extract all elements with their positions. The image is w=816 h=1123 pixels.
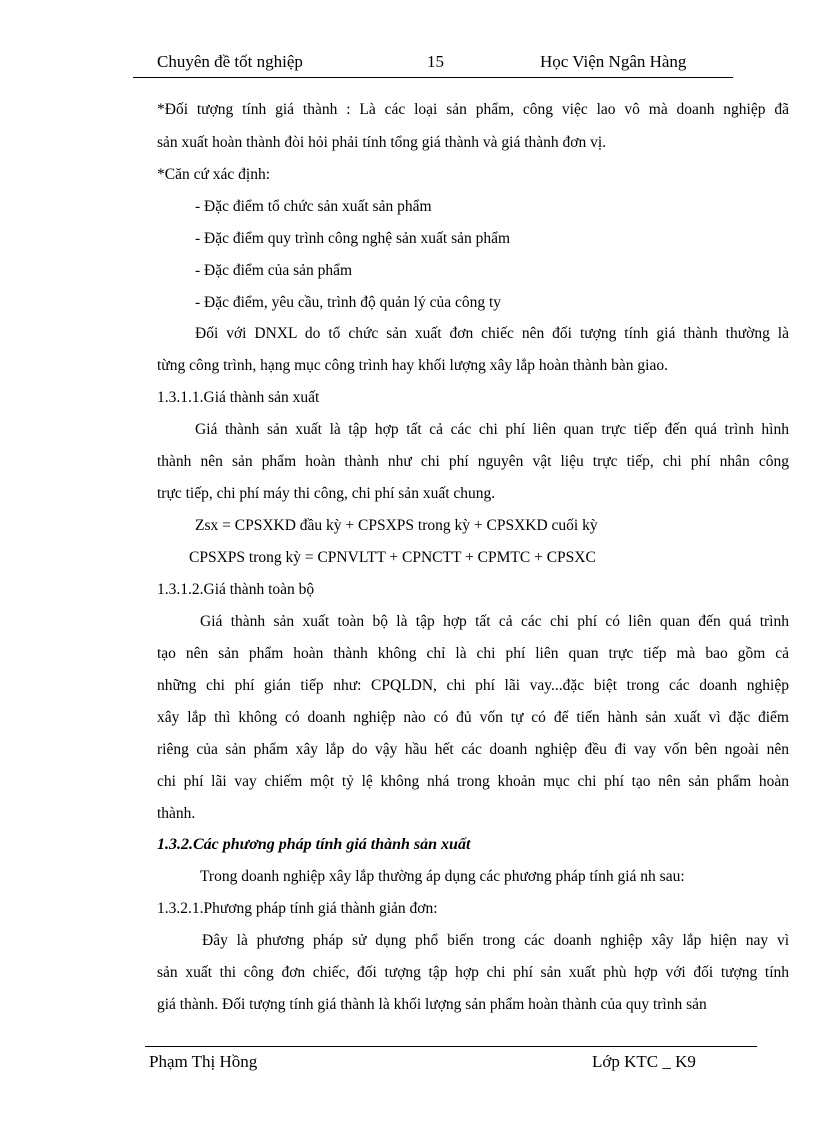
paragraph-line: thành. — [157, 805, 196, 822]
header-institution: Học Viện Ngân Hàng — [540, 52, 687, 71]
header-title: Chuyên đề tốt nghiệp — [157, 52, 303, 71]
paragraph-line: sản xuất thi công đơn chiếc, đối tượng tập hợp chi phí sản xuất phù hợp với đối tượng tính — [157, 964, 789, 981]
paragraph-line: Giá thành sản xuất toàn bộ là tập hợp tất cả các chi phí có liên quan đến quá trình — [200, 613, 789, 630]
footer-rule — [145, 1046, 757, 1047]
paragraph-line: riêng của sản phẩm xây lắp do vậy hầu hết các doanh nghiệp đều đi vay vốn bên ngoài nên — [157, 741, 789, 758]
header-page-number: 15 — [427, 52, 444, 71]
list-item: - Đặc điểm của sản phẩm — [195, 262, 353, 279]
section-heading: 1.3.2.Các phương pháp tính giá thành sản xuất — [157, 836, 471, 853]
list-item: - Đặc điểm, yêu cầu, trình độ quản lý của công ty — [195, 294, 502, 311]
paragraph-line: giá thành. Đối tượng tính giá thành là khối lượng sản phẩm hoàn thành của quy trình sản — [157, 996, 707, 1013]
section-heading: 1.3.1.2.Giá thành toàn bộ — [157, 581, 315, 598]
paragraph-line: trực tiếp, chi phí máy thi công, chi phí sản xuất chung. — [157, 485, 496, 502]
section-heading: 1.3.2.1.Phương pháp tính giá thành giản đơn: — [157, 900, 438, 917]
paragraph-line: xây lắp thì không có doanh nghiệp nào có đủ vốn tự có để tiến hành sản xuất vì đặc điểm — [157, 709, 789, 726]
paragraph-line: Đối với DNXL do tổ chức sản xuất đơn chiếc nên đối tượng tính giá thành thường là — [195, 325, 789, 342]
paragraph-line: Giá thành sản xuất là tập hợp tất cả các chi phí liên quan trực tiếp đến quá trình hình — [195, 421, 789, 438]
paragraph-line: chi phí lãi vay chiếm một tỷ lệ không nhá trong khoản mục chi phí tạo nên sản phẩm hoàn — [157, 773, 789, 790]
paragraph-line: Đây là phương pháp sử dụng phổ biến trong các doanh nghiệp xây lắp hiện nay vì — [202, 932, 789, 949]
paragraph-line: Trong doanh nghiệp xây lắp thường áp dụng các phương pháp tính giá nh sau: — [200, 868, 685, 885]
paragraph-line: tạo nên sản phẩm hoàn thành không chỉ là chi phí liên quan trực tiếp mà bao gồm cả — [157, 645, 789, 662]
paragraph-line: những chi phí gián tiếp như: CPQLDN, chi phí lãi vay...đặc biệt trong các doanh nghiệp — [157, 677, 789, 694]
formula: Zsx = CPSXKD đầu kỳ + CPSXPS trong kỳ + CPSXKD cuối kỳ — [195, 517, 598, 534]
paragraph-line: sản xuất hoàn thành đòi hỏi phải tính tổng giá thành và giá thành đơn vị. — [157, 134, 607, 151]
footer-class: Lớp KTC _ K9 — [592, 1052, 696, 1071]
paragraph-line: *Đối tượng tính giá thành : Là các loại sản phẩm, công việc lao vô mà doanh nghiệp đã — [157, 101, 789, 118]
list-item: - Đặc điểm tổ chức sản xuất sản phẩm — [195, 198, 432, 215]
footer-author: Phạm Thị Hồng — [149, 1052, 258, 1071]
header-rule — [133, 77, 733, 78]
paragraph-line: *Căn cứ xác định: — [157, 166, 270, 183]
paragraph-line: thành nên sản phẩm hoàn thành như chi phí nguyên vật liệu trực tiếp, chi phí nhân công — [157, 453, 789, 470]
paragraph-line: từng công trình, hạng mục công trình hay khối lượng xây lắp hoàn thành bàn giao. — [157, 357, 668, 374]
section-heading: 1.3.1.1.Giá thành sản xuất — [157, 389, 320, 406]
list-item: - Đặc điểm quy trình công nghệ sản xuất sản phẩm — [195, 230, 511, 247]
formula: CPSXPS trong kỳ = CPNVLTT + CPNCTT + CPMTC + CPSXC — [189, 549, 596, 566]
